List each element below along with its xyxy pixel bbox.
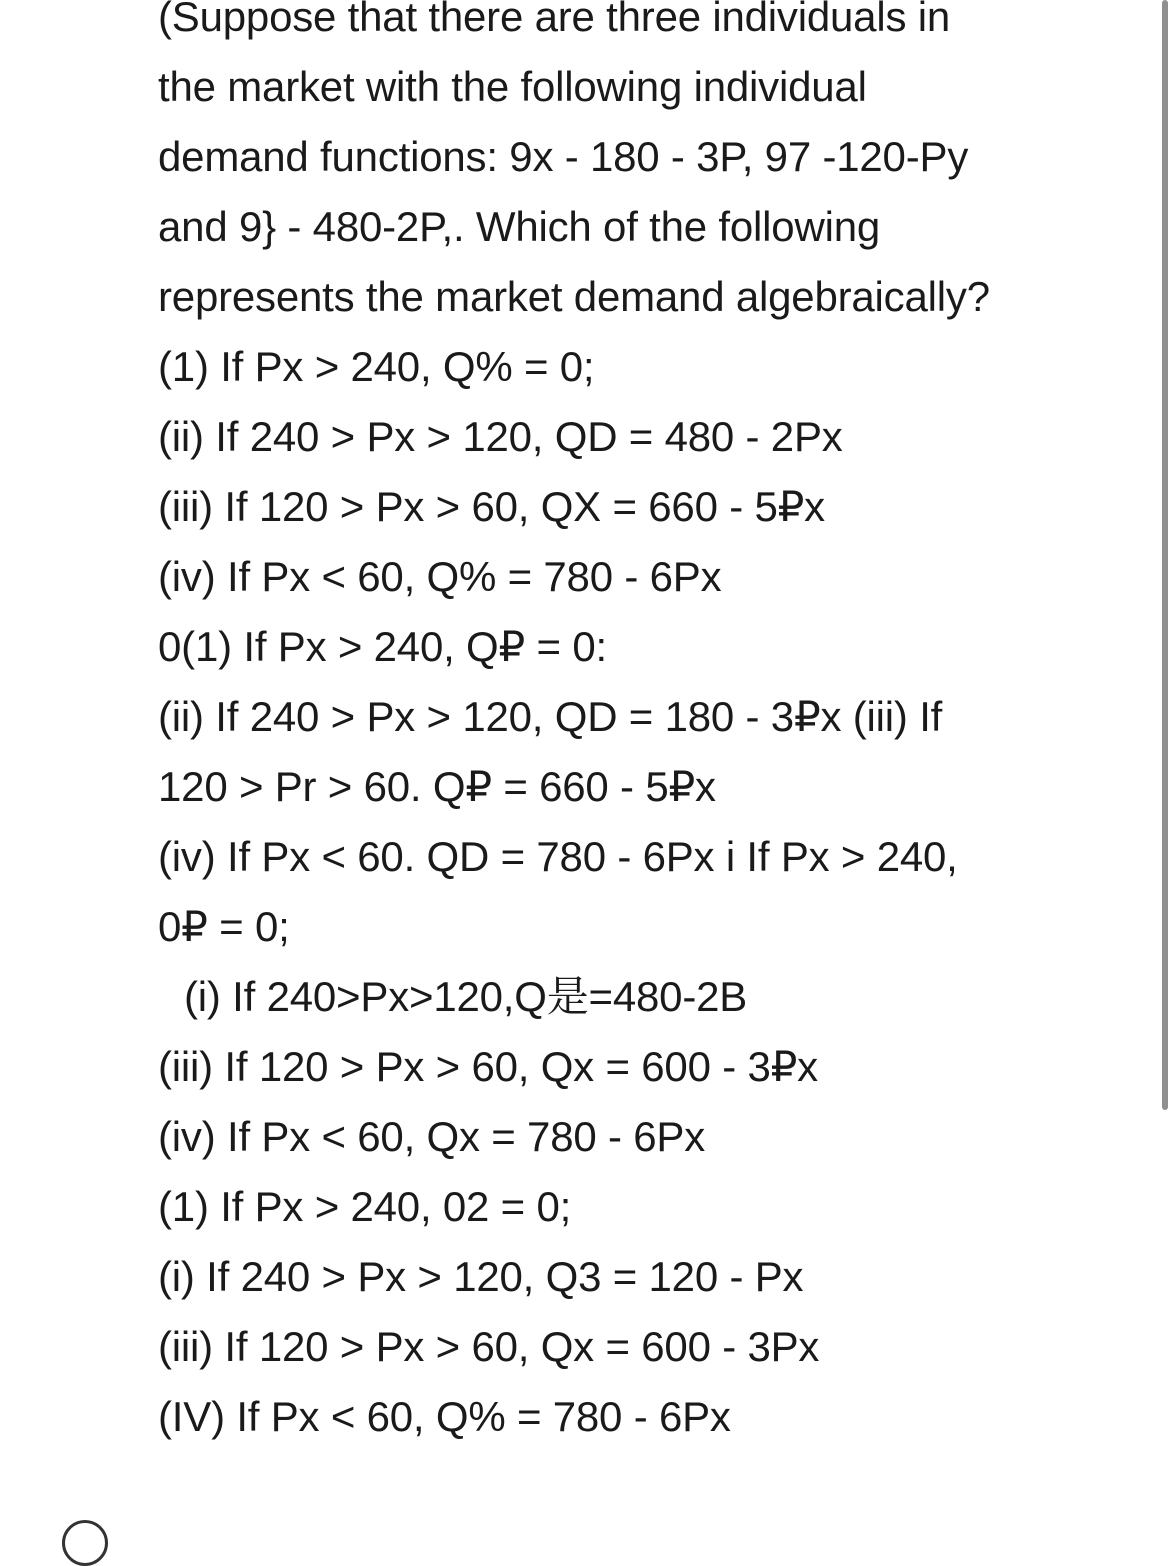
question-line: (Suppose that there are three individuals in — [158, 0, 951, 40]
question-line: represents the market demand algebraically? — [158, 273, 990, 320]
option-line: (1) If Px > 240, 02 = 0; — [158, 1183, 572, 1230]
option-line: 0(1) If Px > 240, Q₽ = 0: — [158, 623, 607, 670]
option-line: (iii) If 120 > Px > 60, Qx = 600 - 3₽x — [158, 1043, 818, 1090]
option-line: (i) If 240 > Px > 120, Q3 = 120 - Px — [158, 1253, 804, 1300]
option-line: (iv) If Px < 60, Q% = 780 - 6Px — [158, 553, 722, 600]
option-line: (IV) If Px < 60, Q% = 780 - 6Px — [158, 1393, 731, 1440]
question-line: the market with the following individual — [158, 63, 867, 110]
option-line: (iii) If 120 > Px > 60, QX = 660 - 5₽x — [158, 483, 825, 530]
option-line: (iii) If 120 > Px > 60, Qx = 600 - 3Px — [158, 1323, 820, 1370]
option-line: (ii) If 240 > Px > 120, QD = 480 - 2Px — [158, 413, 843, 460]
option-line: 0₽ = 0; — [158, 903, 290, 950]
option-line: (ii) If 240 > Px > 120, QD = 180 - 3₽x (iii) If — [158, 693, 943, 740]
option-line: (iv) If Px < 60. QD = 780 - 6Px i If Px > 240, — [158, 833, 958, 880]
question-line: demand functions: 9x - 180 - 3P, 97 -120-Py — [158, 133, 969, 180]
option-line: (iv) If Px < 60, Qx = 780 - 6Px — [158, 1113, 706, 1160]
option-line: 120 > Pr > 60. Q₽ = 660 - 5₽x — [158, 763, 716, 810]
question-line: and 9} - 480-2P,. Which of the following — [158, 203, 881, 250]
option-line: (i) If 240>Px>120,Q是=480-2B — [184, 973, 748, 1020]
question-text-block — [158, 0, 1098, 1452]
vertical-scrollbar[interactable] — [1162, 0, 1168, 1110]
option-line: (1) If Px > 240, Q% = 0; — [158, 343, 595, 390]
